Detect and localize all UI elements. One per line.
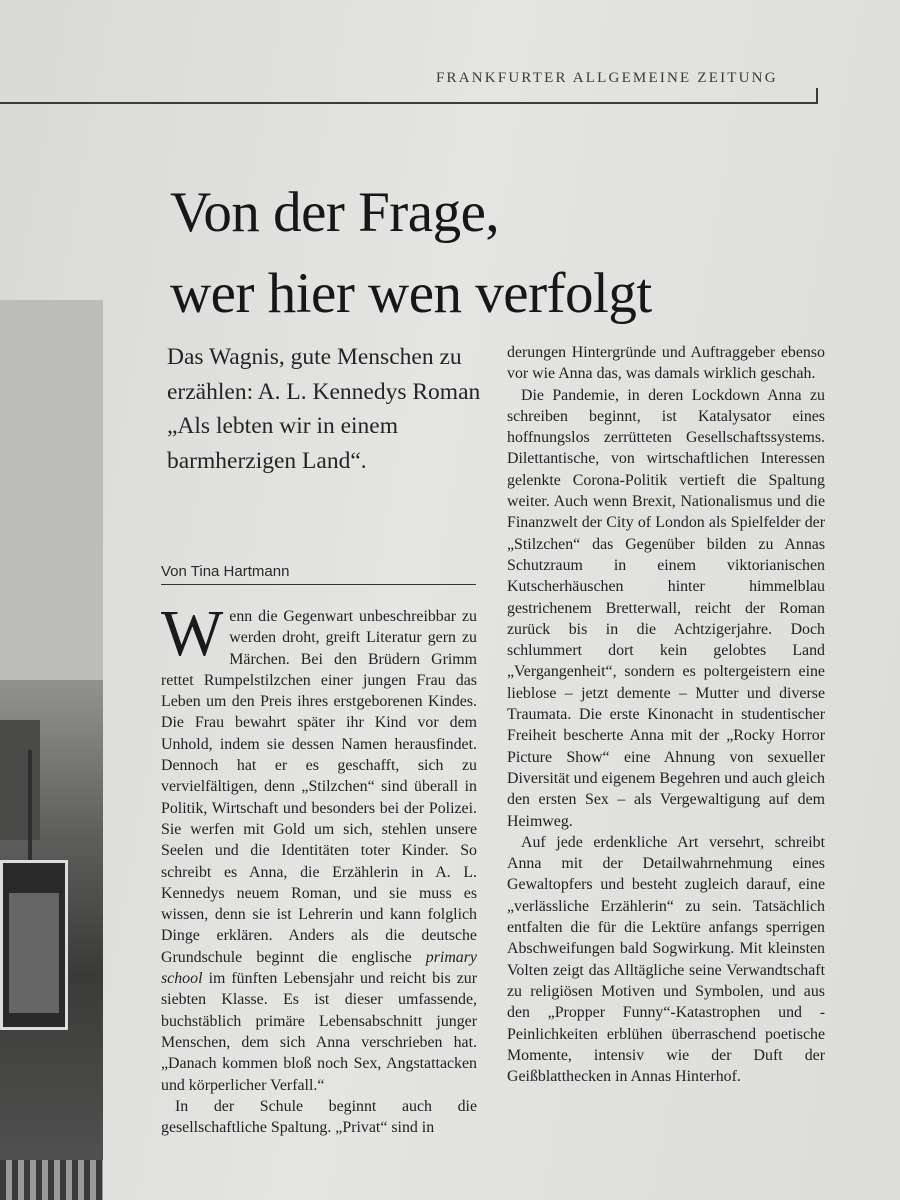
drop-cap: W [161,597,224,670]
article-column-2 [507,342,825,1087]
masthead-rule-corner [816,88,818,104]
photo-railing [0,1160,103,1200]
paragraph: In der Schule beginnt auch die gesellschaftliche Spaltung. „Privat“ sind in [161,1097,477,1137]
headline [170,172,810,334]
byline-rule [161,584,476,585]
headline-line-1: Von der Frage, [170,181,500,244]
paragraph-text: enn die Gegenwart unbeschreibbar zu werden droht, greift Literatur gern zu Märchen. Bei den Brüdern Grimm rettet Rumpelstilzchen einer jungen Frau das Leben um den Preis ihres erstgeborenen Kindes. Die Frau bewahrt später ihr Kind vor dem Unhold, indem sie dessen Namen herausfindet. Dennoch hat er es geschafft, sich zu vervielfältigen, denn „Stilzchen“ sind überall in Politik, Wirtschaft und besonders bei der Polizei. Sie werfen mit Gold um sich, stehlen unsere Seelen und die Identitäten toter Kinder. So schreibt es Anna, die Erzählerin in A. L. Kennedys neuem Roman, und sie muss es wissen, denn sie ist Lehrerin und kann folglich Dinge erklären. Anders als die deutsche Grundschule beginnt die englische [161,608,477,966]
photo-sky [0,300,103,680]
paragraph: Die Pandemie, in deren Lockdown Anna zu schreiben beginnt, ist Katalysator eines hoffnungslos zerrütteten Gesellschaftssystems. Dilettantische, von wirtschaftlichen Interessen gelenkte Corona-Politik vertieft die Spaltung weiter. Auch wenn Brexit, Nationalismus und die Finanzwelt der City of London als Spielfelder der „Stilzchen“ das Gegenüber bilden zu Annas Schutzraum in einem viktorianischen Kutscherhäuschen hinter himmelblau gestrichenem Bretterwall, reicht der Roman zurück bis in die Achtzigerjahre. Doch schlummert dort kein gelobtes Land „Vergangenheit“, sondern es poltergeistern eine lieblose – jetzt demente – Mutter und diverse Traumata. Die erste Kinonacht in studentischer Freiheit bescherte Anna mit der „Rocky Horror Picture Show“ eine Ahnung von sexueller Diversität und eigenem Begehren und auch gleich den ersten Sex – als Vergewaltigung auf dem Heimweg. [507,386,825,830]
photo-pole [28,750,32,870]
subheadline: Das Wagnis, gute Menschen zu erzählen: A. L. Kennedys Roman „Als lebten wir in einem barmherzigen Land“. [167,344,481,474]
paragraph [161,597,477,1096]
paragraph-text: im fünften Lebensjahr und reicht bis zur siebten Klasse. Es ist dieser umfassende, buchstäblich primäre Lebensabschnitt junger Menschen, dem sich Anna verschrieben hat. „Danach kommen bloß noch Sex, Angstattacken und körperlicher Verfall.“ [161,970,477,1094]
photo-building [0,720,40,840]
byline: Von Tina Hartmann [161,563,290,580]
photo-billboard [0,860,68,1030]
headline-line-2: wer hier wen verfolgt [170,262,652,325]
masthead-rule [0,102,818,104]
italic-term: primary school [161,948,477,988]
paragraph: Auf jede erdenkliche Art versehrt, schreibt Anna mit der Detailwahrnehmung eines Gewaltopfers und besteht zugleich darauf, eine „verlässliche Erzählerin“ zu sein. Tatsächlich entfalten die für die Lektüre anfangs sperrigen Abschweifungen bald Sogwirkung. Mit kleinsten Volten zeigt das Alltägliche seine Verwandtschaft zu religiösen Motiven und Symbolen, und aus den „Propper Funny“-Katastrophen und -Peinlichkeiten erblühen überraschend poetische Momente, intensiv wie der Duft der Geißblatthecken in Annas Hinterhof. [507,833,825,1086]
paragraph: derungen Hintergründe und Auftraggeber ebenso vor wie Anna das, was damals wirklich geschah. [507,344,825,383]
masthead: FRANKFURTER ALLGEMEINE ZEITUNG [436,70,778,86]
article-column-1 [161,597,477,1138]
article-photo [0,300,103,1200]
